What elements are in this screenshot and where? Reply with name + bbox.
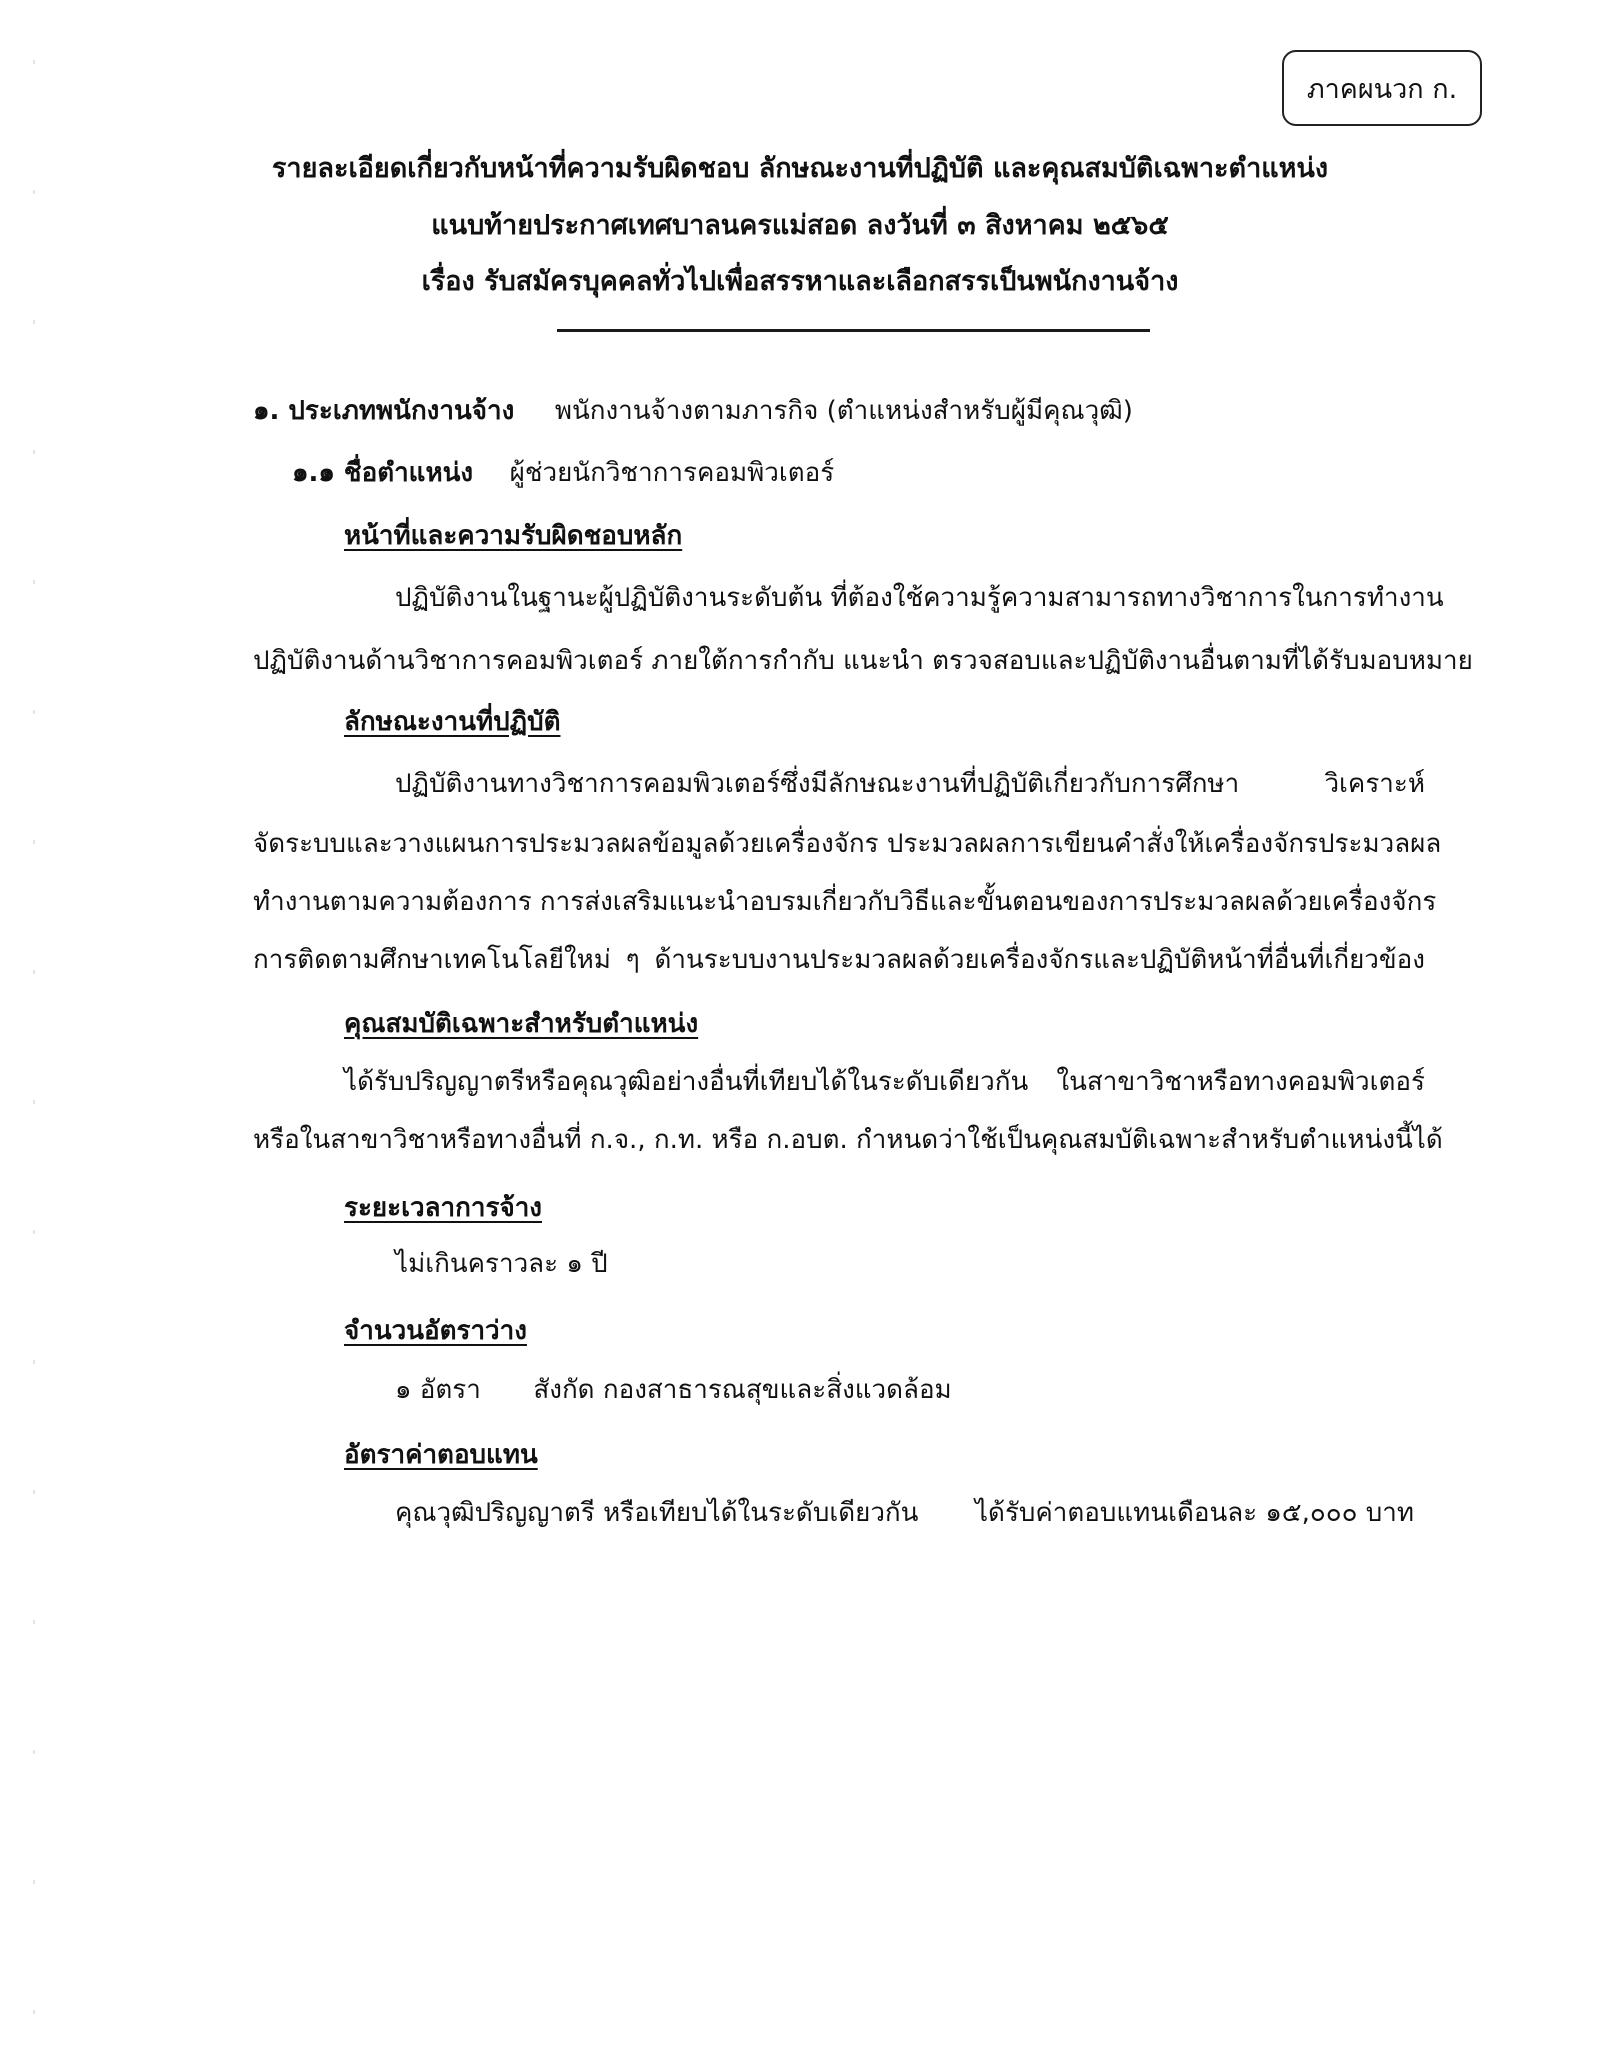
- vacancies-count: ๑ อัตรา: [395, 1375, 481, 1405]
- duties-line-1: ปฏิบัติงานในฐานะผู้ปฏิบัติงานระดับต้น ที่ต้องใช้ความรู้ความสามารถทางวิชาการในการทำงาน: [395, 583, 1444, 613]
- duties-heading: หน้าที่และความรับผิดชอบหลัก: [344, 521, 683, 551]
- annex-label: ภาคผนวก ก.: [1306, 73, 1458, 105]
- qualifications-line-1: ได้รับปริญญาตรีหรือคุณวุฒิอย่างอื่นที่เทียบได้ในระดับเดียวกัน ในสาขาวิชาหรือทางคอมพิวเตอร์: [344, 1067, 1425, 1097]
- employment-period-heading: ระยะเวลาการจ้าง: [344, 1193, 542, 1223]
- vacancies-row: [395, 1369, 952, 1410]
- vacancies-department: สังกัด กองสาธารณสุขและสิ่งแวดล้อม: [533, 1375, 952, 1405]
- compensation-heading: อัตราค่าตอบแทน: [344, 1440, 538, 1470]
- annex-label-box: [1282, 50, 1482, 126]
- scan-margin-marks: [33, 0, 35, 2070]
- duties-line-2: ปฏิบัติงานด้านวิชาการคอมพิวเตอร์ ภายใต้การกำกับ แนะนำ ตรวจสอบและปฏิบัติงานอื่นตามที่ได้รับมอบหมาย: [253, 646, 1473, 676]
- position-value: ผู้ช่วยนักวิชาการคอมพิวเตอร์: [509, 458, 835, 488]
- header-divider: [557, 329, 1150, 332]
- header-line-3: เรื่อง รับสมัครบุคคลทั่วไปเพื่อสรรหาและเลือกสรรเป็นพนักงานจ้าง: [421, 266, 1179, 297]
- qualifications-line-2: หรือในสาขาวิชาหรือทางอื่นที่ ก.จ., ก.ท. หรือ ก.อบต. กำหนดว่าใช้เป็นคุณสมบัติเฉพาะสำหรับตำแหน่งนี้ได้: [253, 1125, 1443, 1155]
- header-line-2: แนบท้ายประกาศเทศบาลนครแม่สอด ลงวันที่ ๓ สิงหาคม ๒๕๖๕: [431, 210, 1169, 241]
- section-employee-type-label: ๑. ประเภทพนักงานจ้าง: [253, 396, 515, 426]
- work-nature-line-1: ปฏิบัติงานทางวิชาการคอมพิวเตอร์ซึ่งมีลักษณะงานที่ปฏิบัติเกี่ยวกับการศึกษา วิเคราะห์: [395, 769, 1425, 799]
- compensation-row: [395, 1492, 1414, 1533]
- header-line-1: รายละเอียดเกี่ยวกับหน้าที่ความรับผิดชอบ ลักษณะงานที่ปฏิบัติ และคุณสมบัติเฉพาะตำแหน่ง: [271, 153, 1329, 184]
- qualifications-heading: คุณสมบัติเฉพาะสำหรับตำแหน่ง: [344, 1009, 699, 1039]
- position-row: [292, 452, 834, 493]
- work-nature-line-2: จัดระบบและวางแผนการประมวลผลข้อมูลด้วยเครื่องจักร ประมวลผลการเขียนคำสั่งให้เครื่องจักรประมวลผล: [253, 829, 1442, 859]
- position-label: ๑.๑ ชื่อตำแหน่ง: [292, 458, 474, 488]
- section-employee-type-value: พนักงานจ้างตามภารกิจ (ตำแหน่งสำหรับผู้มีคุณวุฒิ): [554, 396, 1133, 426]
- employment-period-value: ไม่เกินคราวละ ๑ ปี: [395, 1249, 608, 1279]
- work-nature-line-3: ทำงานตามความต้องการ การส่งเสริมแนะนำอบรมเกี่ยวกับวิธีและขั้นตอนของการประมวลผลด้วยเครื่องจักร: [253, 887, 1437, 917]
- compensation-qualification: คุณวุฒิปริญญาตรี หรือเทียบได้ในระดับเดียวกัน: [395, 1498, 919, 1528]
- vacancies-heading: จำนวนอัตราว่าง: [344, 1316, 527, 1346]
- work-nature-line-4: การติดตามศึกษาเทคโนโลยีใหม่ ๆ ด้านระบบงานประมวลผลด้วยเครื่องจักรและปฏิบัติหน้าที่อื่นที่เกี่ยวข้อง: [253, 945, 1425, 975]
- compensation-amount: ได้รับค่าตอบแทนเดือนละ ๑๕,๐๐๐ บาท: [974, 1498, 1414, 1528]
- work-nature-heading: ลักษณะงานที่ปฏิบัติ: [344, 707, 561, 737]
- section-employee-type: [253, 390, 1133, 431]
